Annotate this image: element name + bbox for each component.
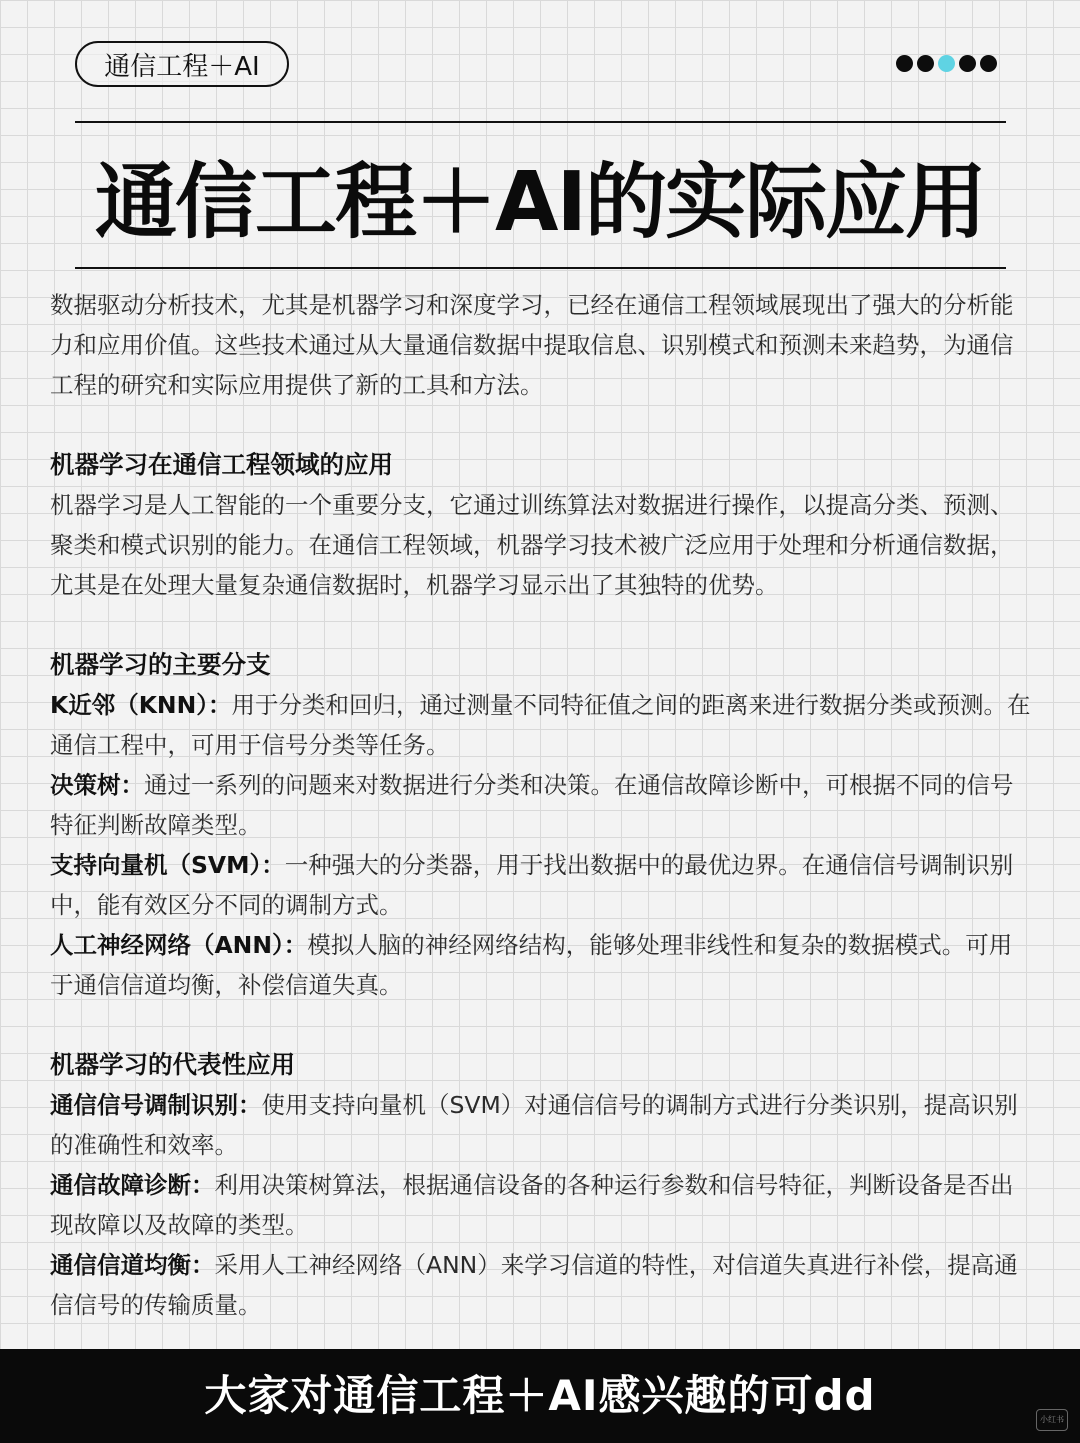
- item-desc: 模拟人脑的神经网络结构，能够处理非线性和复杂的数据模式。可用于通信信道均衡，补偿信道失真。: [50, 931, 1013, 999]
- item-desc: 一种强大的分类器，用于找出数据中的最优边界。在通信信号调制识别中，能有效区分不同的调制方式。: [50, 851, 1014, 919]
- section-paragraph: 机器学习是人工智能的一个重要分支，它通过训练算法对数据进行操作，以提高分类、预测、聚类和模式识别的能力。在通信工程领域，机器学习技术被广泛应用于处理和分析通信数据，尤其是在处理大量复杂通信数据时，机器学习显示出了其独特的优势。: [50, 491, 1014, 599]
- page-dot: [917, 55, 934, 72]
- article-body: [50, 285, 1035, 1325]
- section-heading: 机器学习的主要分支: [50, 650, 271, 679]
- item-desc: 用于分类和回归，通过测量不同特征值之间的距离来进行数据分类或预测。在通信工程中，可用于信号分类等任务。: [50, 691, 1031, 759]
- list-item: [50, 845, 1035, 925]
- page-indicator: [896, 55, 997, 72]
- item-term: 通信信号调制识别：: [50, 1091, 262, 1119]
- list-item: [50, 1085, 1035, 1165]
- section-heading: 机器学习的代表性应用: [50, 1050, 295, 1079]
- list-item: [50, 1245, 1035, 1325]
- item-term: 通信信道均衡：: [50, 1251, 215, 1279]
- footer-banner: 大家对通信工程＋AI感兴趣的可dd: [0, 1349, 1080, 1443]
- item-term: 决策树：: [50, 771, 144, 799]
- item-desc: 利用决策树算法，根据通信设备的各种运行参数和信号特征，判断设备是否出现故障以及故障的类型。: [50, 1171, 1014, 1239]
- item-term: 人工神经网络（ANN）：: [50, 931, 308, 959]
- page-dot: [896, 55, 913, 72]
- watermark-logo: 小红书: [1036, 1409, 1068, 1431]
- list-item: [50, 765, 1035, 845]
- item-term: 支持向量机（SVM）：: [50, 851, 285, 879]
- title-bottom-rule: [75, 267, 1006, 269]
- topic-tag: 通信工程＋AI: [75, 41, 289, 87]
- item-term: 通信故障诊断：: [50, 1171, 215, 1199]
- page-dot-active: [938, 55, 955, 72]
- page-dot: [980, 55, 997, 72]
- section-heading: 机器学习在通信工程领域的应用: [50, 450, 393, 479]
- page-title: 通信工程＋AI的实际应用: [95, 155, 985, 250]
- item-desc: 采用人工神经网络（ANN）来学习信道的特性，对信道失真进行补偿，提高通信信号的传输质量。: [50, 1251, 1018, 1319]
- list-item: [50, 1165, 1035, 1245]
- item-term: K近邻（KNN）：: [50, 691, 232, 719]
- item-desc: 通过一系列的问题来对数据进行分类和决策。在通信故障诊断中，可根据不同的信号特征判断故障类型。: [50, 771, 1014, 839]
- title-top-rule: [75, 121, 1006, 123]
- intro-paragraph: 数据驱动分析技术，尤其是机器学习和深度学习，已经在通信工程领域展现出了强大的分析能力和应用价值。这些技术通过从大量通信数据中提取信息、识别模式和预测未来趋势，为通信工程的研究和实际应用提供了新的工具和方法。: [50, 291, 1014, 399]
- list-item: [50, 685, 1035, 765]
- page-dot: [959, 55, 976, 72]
- list-item: [50, 925, 1035, 1005]
- item-desc: 使用支持向量机（SVM）对通信信号的调制方式进行分类识别，提高识别的准确性和效率。: [50, 1091, 1018, 1159]
